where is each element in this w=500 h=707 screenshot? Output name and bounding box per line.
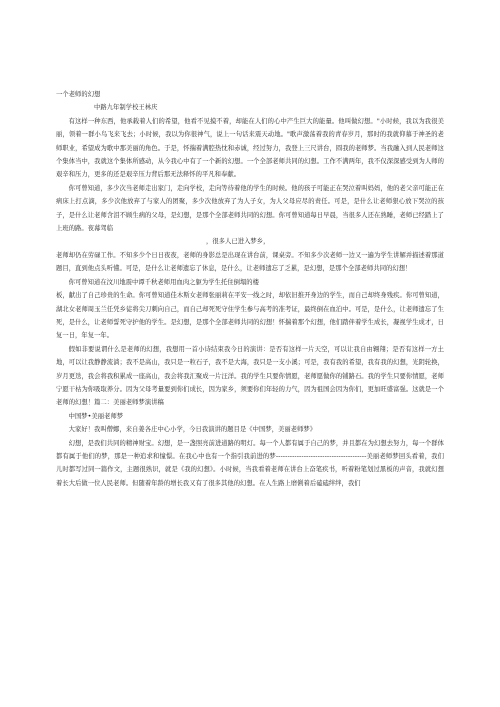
paragraph: 你可曾知道在汶川地震中谭千秋老师用血肉之躯为学生托住倒塌的楼: [68, 278, 259, 286]
paragraph: 幻想，是我们共同的精神财宝。幻想，是一盏照亮前进道路的明灯。每一个人都有属于自己的梦，并且都在为幻想去努力，每一个群体都有属于他们的梦，那是一种追求和憧憬。在我心中也有一个指引我前进的梦---------------------------------------美丽老师梦回头看着，我们儿时都写过同一篇作文，主题很熟识，就是《我的幻想》。小时候，当我看着老师在讲台上奋笔疾书，听着粉笔划过黑板的声音，我就幻想着长大后做一位人民老师。但随着年龄的增长我又有了很多其他的幻想。在人生路上磨俐着后磕磕绊绊，我们: [56, 439, 444, 487]
section-heading: 中国梦•美丽老师梦: [68, 412, 124, 420]
article-title: 一个老师的幻想: [56, 91, 101, 98]
paragraph-fragment: ，很多人已进入梦乡，: [206, 238, 270, 246]
paragraph: 老师却仍在劳碌工作。不知多少个日日夜夜，老师的身影总是出现在讲台前，课桌旁。不知多少次老师一边又一遍为学生讲解并描述着那道题目，直到他点头听懂。可是，是什么让老师遗忘了休息，是什么，让老师遗忘了乏累，是幻想，是那个全部老师共同的幻想！: [56, 251, 444, 273]
paragraph-continuation: [56, 235, 444, 248]
paragraph: 你可曾知道，多少次当老师走出家门，走向学校，走向等待着他的学生的时候。他的孩子可能正在哭泣着叫妈妈，他的老父亲可能正在病床上打点滴，多少次他放弃了与家人的团聚，多少次他放弃了为人子女，为人父母应尽的责任。可是，是什么让老师狠心放下哭泣的孩子，是什么让老师含泪不顾生病的父母，是幻想，是那个全部老师共同的幻想。你可曾知道每日早晨，当很多人还在熟睡，老师已经踏上了上班的路。夜幕驾临: [56, 184, 444, 233]
paragraph: 板，献出了自己珍贵的生命。你可曾知道佳木斯女老师张丽莉在平安一线之时，却依旧推开身边的学生，而自己却终身残疾。你可曾知道，湖北女老师周玉兰任凭乡徒将尖刀刺向自己，而自己却死死守住学生参与高考的准考证，最终倒在血泊中。可是，是什么，让老师遗忘了生死，是什么，让老师誓死守护他的学生。是幻想，是那个全部老师共同的幻想！怀揣着那个幻想，他们踏伴着学生成长，凝视学生成才，日复一日，年复一年。: [56, 292, 444, 340]
author-line: 中路九年制学校王林庆: [94, 104, 158, 112]
article-body: [56, 88, 444, 490]
paragraph: 假如非要说谓什么是老师的幻想，我想用一首小诗结束我今日的演讲：是否有这样一片天空，可以让我自由翱翔；是否有这样一方土地，可以让我静静流淌；我不是高山，我只是一粒石子，我不是大海，我只是一支小溪；可是，我有我的希望，我有我的幻想，光阴轮换，岁月更迭，我会将我积累成一座高山，我会将我汇聚成一片汪洋。我的学生只要你情愿，老师愿做你的铺路石。我的学生只要你情愿，老师宁愿干枯为你吸取养分。因为父母考量要到你们成长，因为家乡，须要你们年轻的力气，因为祖国会因为你们，更加旺盛富强。这就是一个老师的幻想！篇二：美丽老师梦演讲稿: [56, 345, 444, 407]
paragraph: 有这样一种东西，他承载着人们的希望，他看不见摸不着，却能在人们的心中产生巨大的能量。他叫做幻想。"小时候，我以为我很美丽，领着一群小鸟飞来飞去；小时候，我以为你很神气，说上一句话来震天动地。"歌声激荡着我的青春岁月，那时的我就仰慕于神圣的老师职业，希望成为歌中那美丽的角色。于是，怀揣着满腔热忱和赤诚，经过努力，我登上三尺讲台，圆我的老师梦。当我融入到人民老师这个集体当中，我就这个集体所感动，从今我心中有了一个新的幻想。一个全部老师共同的幻想。工作不满两年，我不仅深深感受到为人师的艰辛和压力，更多的还是艰辛压力背后那无法释怀的平凡和奉献。: [56, 117, 444, 179]
paragraph: 大家好！我叫僧娜，来自姜各庄中心小学，今日我演讲的题目是《中国梦，美丽老师梦》: [68, 426, 317, 434]
